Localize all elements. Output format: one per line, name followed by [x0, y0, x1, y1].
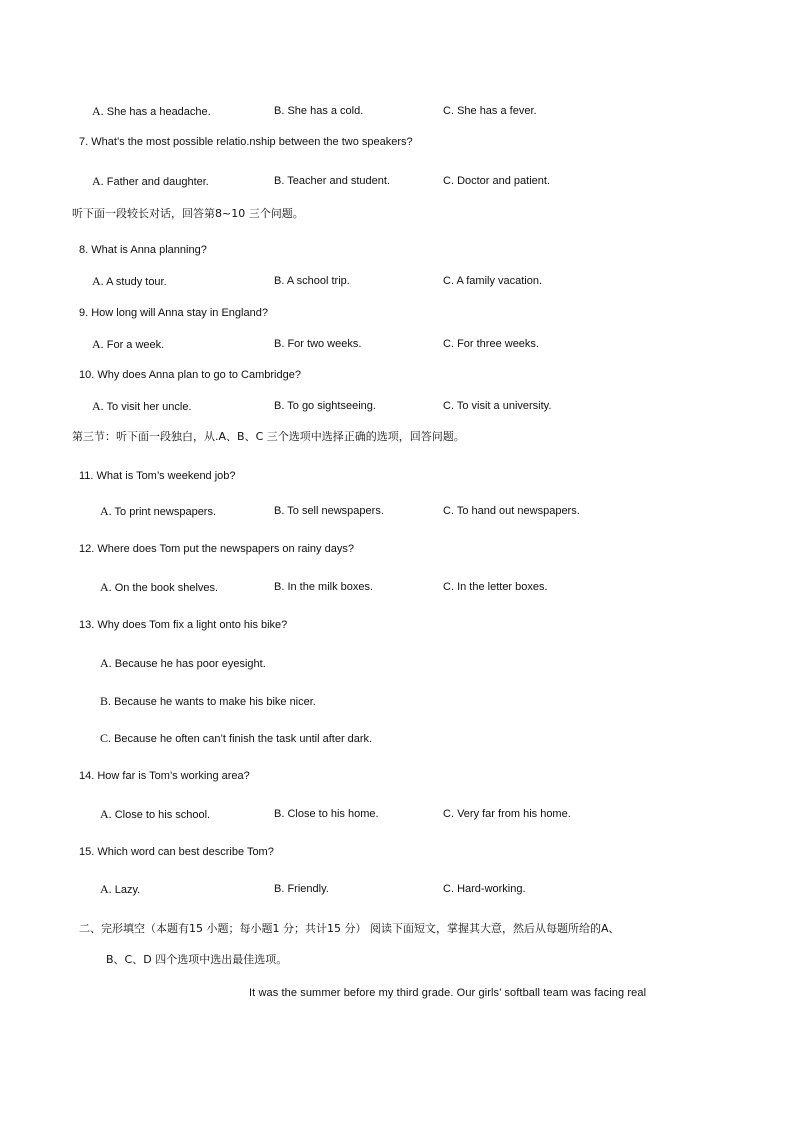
q13-option-a: A. Because he has poor eyesight. — [100, 656, 266, 670]
question-12: 12. Where does Tom put the newspapers on rainy days? — [79, 543, 354, 555]
q8-option-c: C. A family vacation. — [443, 275, 543, 287]
part-2-instruction-line-1: 二、完形填空（本题有15 小题；每小题1 分；共计15 分） 阅读下面短文，掌握其大意，然后从每题所给的A、 — [79, 922, 620, 935]
part-2-instruction-line-2: B、C、D 四个选项中选出最佳选项。 — [106, 953, 288, 966]
q10-option-c: C. To visit a university. — [443, 400, 552, 412]
q6-option-c: C. She has a fever. — [443, 105, 537, 117]
question-8: 8. What is Anna planning? — [79, 244, 207, 256]
q7-option-c: C. Doctor and patient. — [443, 175, 551, 187]
q9-option-c: C. For three weeks. — [443, 338, 539, 350]
q14-option-b: B. Close to his home. — [274, 808, 379, 820]
q11-option-c: C. To hand out newspapers. — [443, 505, 580, 517]
q6-option-b: B. She has a cold. — [274, 105, 364, 117]
q9-option-b: B. For two weeks. — [274, 338, 362, 350]
q15-option-c: C. Hard-working. — [443, 883, 526, 895]
q9-option-a: A. For a week. — [92, 337, 165, 351]
q14-option-a: A. Close to his school. — [100, 807, 211, 821]
section-3-instruction: 第三节：听下面一段独白，从.A、B、C 三个选项中选择正确的选项，回答问题。 — [72, 430, 465, 443]
q15-option-b: B. Friendly. — [274, 883, 329, 895]
q7-option-b: B. Teacher and student. — [274, 175, 391, 187]
cloze-passage-first-line: It was the summer before my third grade. Our girls’ softball team was facing real — [249, 987, 647, 999]
question-14: 14. How far is Tom’s working area? — [79, 770, 250, 782]
q10-option-a: A. To visit her uncle. — [92, 399, 192, 413]
q13-option-b: B. Because he wants to make his bike nicer. — [100, 694, 316, 708]
q11-option-a: A. To print newspapers. — [100, 504, 217, 518]
q12-option-a: A. On the book shelves. — [100, 580, 219, 594]
question-15: 15. Which word can best describe Tom? — [79, 846, 274, 858]
q14-option-c: C. Very far from his home. — [443, 808, 571, 820]
q8-option-b: B. A school trip. — [274, 275, 350, 287]
q8-option-a: A. A study tour. — [92, 274, 167, 288]
q12-option-b: B. In the milk boxes. — [274, 581, 374, 593]
question-13: 13. Why does Tom fix a light onto his bike? — [79, 619, 288, 631]
q6-option-a: A. She has a headache. — [92, 104, 211, 118]
question-9: 9. How long will Anna stay in England? — [79, 307, 268, 319]
q15-option-a: A. Lazy. — [100, 882, 141, 896]
q7-option-a: A. Father and daughter. — [92, 174, 209, 188]
q12-option-c: C. In the letter boxes. — [443, 581, 548, 593]
question-11: 11. What is Tom’s weekend job? — [79, 470, 236, 482]
q13-option-c: C. Because he often can’t finish the task until after dark. — [100, 731, 373, 745]
section-long-dialogue-instruction: 听下面一段较长对话，回答第8~10 三个问题。 — [72, 207, 304, 220]
question-7: 7. What’s the most possible relatio.nship between the two speakers? — [79, 136, 413, 148]
q11-option-b: B. To sell newspapers. — [274, 505, 384, 517]
q10-option-b: B. To go sightseeing. — [274, 400, 376, 412]
question-10: 10. Why does Anna plan to go to Cambridge? — [79, 369, 301, 381]
